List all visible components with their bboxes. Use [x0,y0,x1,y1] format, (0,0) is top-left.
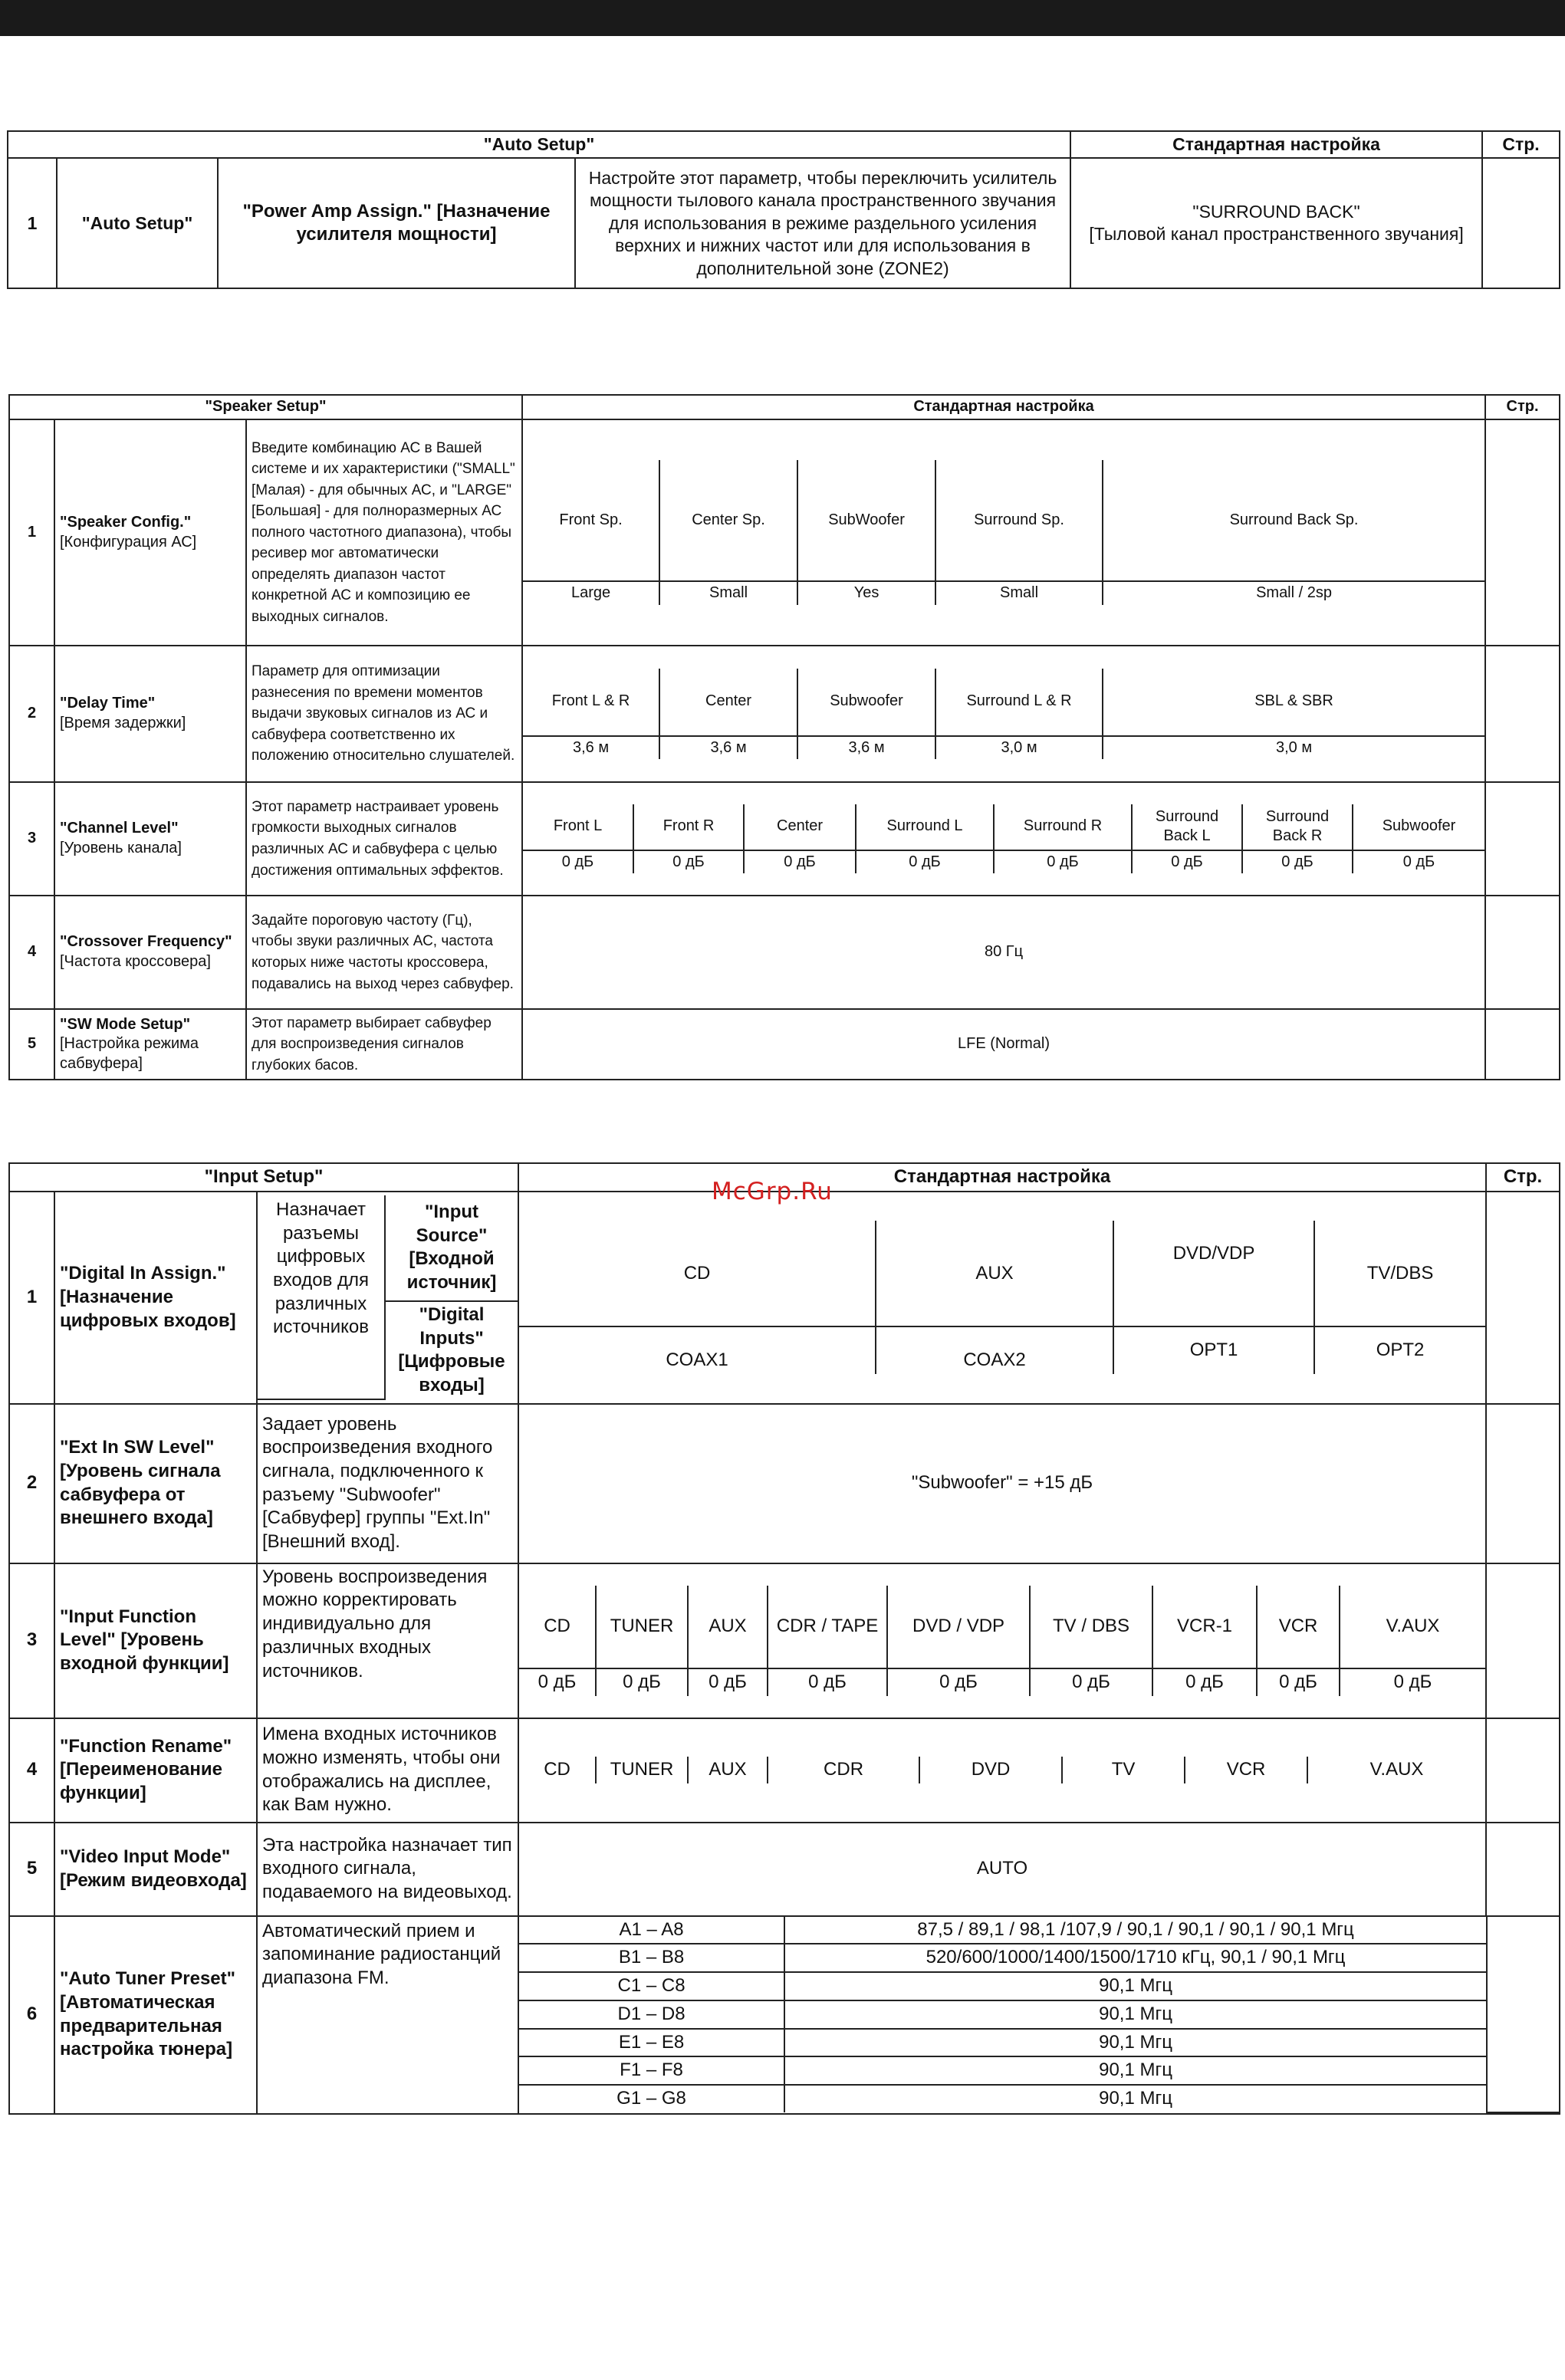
page-cell [1485,1009,1560,1080]
row-number: 4 [9,1718,54,1823]
value-cell: 0 дБ [1152,1668,1257,1696]
std-value-cell [1070,158,1482,288]
value-cell: 0 дБ [887,1668,1030,1696]
label-cell: SubWoofer [797,460,935,581]
speaker-config-grid [523,460,1484,605]
value-cell: Yes [797,581,935,605]
input-setup-table [8,1162,1560,2115]
label-cell: DVD / VDP [887,1586,1030,1668]
row-description: Параметр для оптимизации разнесения по времени моментов выдачи звуковых сигналов из АС и сабвуфера соответственно их положению относительно слушателей. [246,646,522,782]
page-header: Стр. [1486,1163,1560,1192]
watermark: McGrp.Ru [712,1178,833,1205]
preset-freq: 90,1 Мгц [784,2000,1487,2029]
row-name-ru: [Настройка режима сабвуфера] [60,1035,199,1072]
speaker-setup-title: "Speaker Setup" [9,395,522,419]
row-name: "Function Rename" [Переименование функции] [54,1718,257,1823]
row-number: 5 [9,1823,54,1916]
label-cell: VCR [1185,1757,1307,1783]
preset-freq: 90,1 Мгц [784,2029,1487,2057]
page-cell [1485,419,1560,646]
preset-freq: 90,1 Мгц [784,2056,1487,2085]
speaker-config-values [522,419,1485,646]
label-cell: Surround R [994,804,1132,850]
label-cell: Surround Back L [1132,804,1242,850]
preset-freq: 90,1 Мгц [784,1972,1487,2000]
rename-values [518,1718,1486,1823]
value-cell: 0 дБ [768,1668,887,1696]
row-name: "Auto Setup" [57,158,218,288]
label-cell: Surround Back R [1242,804,1353,850]
page-cell [1482,158,1560,288]
row-name: "Crossover Frequency" [60,933,232,951]
row-number: 3 [9,782,54,896]
label-cell: AUX [688,1757,768,1783]
input-cell: COAX2 [876,1326,1113,1374]
delay-time-grid [523,669,1484,760]
row-name-cell [54,896,246,1009]
label-cell: SBL & SBR [1103,669,1484,736]
digital-in-desc-grid [258,1195,518,1400]
page-cell [1485,646,1560,782]
value-cell: 0 дБ [994,850,1132,874]
value-cell: 0 дБ [1353,850,1484,874]
source-cell: AUX [876,1221,1113,1326]
source-cell: DVD/VDP [1113,1221,1314,1326]
page-cell [1485,782,1560,896]
top-black-bar [0,0,1565,36]
preset-range: C1 – C8 [519,1972,784,2000]
row-name-ru: [Время задержки] [60,715,186,731]
digital-in-grid [519,1221,1485,1374]
label-cell: CDR [768,1757,919,1783]
label-cell: CD [519,1586,596,1668]
label-cell: Surround L & R [935,669,1103,736]
label-cell: V.AUX [1307,1757,1485,1783]
preset-range: G1 – G8 [519,2085,784,2112]
input-cell: OPT1 [1113,1326,1314,1374]
input-cell: OPT2 [1314,1326,1485,1374]
std-setting-header: Стандартная настройка [522,395,1485,419]
value-cell: 3,0 м [1103,736,1484,760]
label-cell: TUNER [596,1586,688,1668]
row-name-ru: [Конфигурация АС] [60,533,197,551]
row-description: Введите комбинацию АС в Вашей системе и их характеристики ("SMALL" [Малая) - для обычных АС, и "LARGE" [Большая] - для полноразмерных АС полного частотного диапазона), чтобы ресивер мог автоматически определять диапазон частот конкретной АС и композицию ее выходных сигналов. [246,419,522,646]
digital-inputs-label: "Digital Inputs" [Цифровые входы] [385,1301,518,1399]
row-name-cell [54,1009,246,1080]
value-cell: Small [935,581,1103,605]
sw-mode-value: LFE (Normal) [522,1009,1485,1080]
label-cell: AUX [688,1586,768,1668]
preset-range: F1 – F8 [519,2056,784,2085]
video-input-value: AUTO [518,1823,1486,1916]
row-name: "SW Mode Setup" [60,1015,191,1033]
speaker-setup-table [8,394,1560,1080]
row-description: Автоматический прием и запоминание радиостанций диапазона FM. [257,1916,518,2114]
value-cell: 3,0 м [935,736,1103,760]
page-cell [1486,1823,1560,1916]
row-name: "Input Function Level" [Уровень входной функции] [54,1563,257,1718]
label-cell: CDR / TAPE [768,1586,887,1668]
value-cell: 0 дБ [519,1668,596,1696]
page-cell [1486,1718,1560,1823]
label-cell: Center [659,669,797,736]
row-name: "Speaker Config." [60,513,192,531]
page-header: Стр. [1485,395,1560,419]
value-cell: 0 дБ [744,850,856,874]
label-cell: Subwoofer [797,669,935,736]
auto-setup-title: "Auto Setup" [8,131,1070,158]
label-cell: Center Sp. [659,460,797,581]
row-number: 3 [9,1563,54,1718]
row-description: Уровень воспроизведения можно корректировать индивидуально для различных входных источников. [257,1563,518,1718]
label-cell: Surround Back Sp. [1103,460,1484,581]
input-source-label: "Input Source" [Входной источник] [385,1195,518,1301]
row-number: 2 [9,1404,54,1563]
label-cell: DVD [919,1757,1062,1783]
value-cell: 0 дБ [1242,850,1353,874]
label-cell: Subwoofer [1353,804,1484,850]
value-cell: 0 дБ [523,850,633,874]
label-cell: Front L [523,804,633,850]
label-cell: VCR [1257,1586,1340,1668]
input-setup-title: "Input Setup" [9,1163,518,1192]
value-cell: 0 дБ [633,850,744,874]
value-cell: Large [523,581,659,605]
rename-grid [519,1757,1485,1783]
label-cell: V.AUX [1340,1586,1485,1668]
auto-setup-table [7,130,1560,289]
row-description: Этот параметр выбирает сабвуфер для воспроизведения сигналов глубоких басов. [246,1009,522,1080]
input-level-grid [519,1586,1485,1696]
source-cell: TV/DBS [1314,1221,1485,1326]
label-cell: TV [1062,1757,1185,1783]
value-cell: 0 дБ [1132,850,1242,874]
value-cell: 3,6 м [523,736,659,760]
std-value: "SURROUND BACK" [1192,202,1360,222]
row-number: 1 [8,158,57,288]
delay-time-values [522,646,1485,782]
row-description: Задает уровень воспроизведения входного сигнала, подключенного к разъему "Subwoofer" [Сабвуфер] группы "Ext.In" [Внешний вход]. [257,1404,518,1563]
value-cell: 3,6 м [797,736,935,760]
std-value-note: [Тыловой канал пространственного звучания] [1089,224,1464,245]
row-name: "Digital In Assign." [Назначение цифровых входов] [54,1192,257,1404]
value-cell: Small [659,581,797,605]
row-description: Эта настройка назначает тип входного сигнала, подаваемого на видеовыход. [257,1823,518,1916]
label-cell: VCR-1 [1152,1586,1257,1668]
preset-range: E1 – E8 [519,2029,784,2057]
row-name: "Channel Level" [60,820,179,837]
label-cell: Surround Sp. [935,460,1103,581]
page-cell [1487,1917,1559,2112]
source-cell: CD [519,1221,876,1326]
row-description: Настройте этот параметр, чтобы переключить усилитель мощности тылового канала пространственного звучания для использования в режиме раздельного усиления верхних и нижних частот или для использования в дополнительной зоне (ZONE2) [575,158,1070,288]
value-cell: 0 дБ [1340,1668,1485,1696]
label-cell: TV / DBS [1030,1586,1152,1668]
channel-level-grid [523,804,1484,874]
std-setting-header: Стандартная настройка [518,1163,1486,1192]
page-header: Стр. [1482,131,1560,158]
page-cell [1485,896,1560,1009]
value-cell: 0 дБ [1030,1668,1152,1696]
preset-freq: 90,1 Мгц [784,2085,1487,2112]
row-description: Этот параметр настраивает уровень громкости выходных сигналов различных АС и сабвуфера с целью достижения оптимальных эффектов. [246,782,522,896]
row-number: 2 [9,646,54,782]
row-number: 1 [9,419,54,646]
crossover-value: 80 Гц [522,896,1485,1009]
row-description: Задайте пороговую частоту (Гц), чтобы звуки различных АС, частота которых ниже частоты кроссовера, подавались на выход через сабвуфер. [246,896,522,1009]
row-param: "Power Amp Assign." [Назначение усилителя мощности] [218,158,575,288]
row-name-ru: [Частота кроссовера] [60,953,211,970]
row-name-cell [54,419,246,646]
value-cell: 0 дБ [856,850,994,874]
page-cell [1486,1192,1560,1404]
row-name-cell [54,782,246,896]
input-level-values [518,1563,1486,1718]
page-cell [1486,1563,1560,1718]
row-number: 6 [9,1916,54,2114]
tuner-preset-values [518,1916,1560,2114]
row-description: Имена входных источников можно изменять, чтобы они отображались на дисплее, как Вам нужно. [257,1718,518,1823]
page-cell [1486,1404,1560,1563]
row-name-ru: [Уровень канала] [60,840,182,856]
row-number: 5 [9,1009,54,1080]
preset-freq: 87,5 / 89,1 / 98,1 /107,9 / 90,1 / 90,1 / 90,1 / 90,1 Мгц [784,1917,1487,1944]
preset-range: D1 – D8 [519,2000,784,2029]
preset-range: B1 – B8 [519,1944,784,1972]
row-description: Назначает разъемы цифровых входов для различных источников [258,1195,385,1399]
value-cell: 0 дБ [688,1668,768,1696]
label-cell: Front L & R [523,669,659,736]
label-cell: Surround L [856,804,994,850]
digital-in-values [518,1192,1486,1404]
row-name: "Auto Tuner Preset" [Автоматическая предварительная настройка тюнера] [54,1916,257,2114]
label-cell: Center [744,804,856,850]
preset-range: A1 – A8 [519,1917,784,1944]
label-cell: Front Sp. [523,460,659,581]
std-setting-header: Стандартная настройка [1070,131,1482,158]
value-cell: 3,6 м [659,736,797,760]
value-cell: Small / 2sp [1103,581,1484,605]
preset-freq: 520/600/1000/1400/1500/1710 кГц, 90,1 / 90,1 Мгц [784,1944,1487,1972]
digital-in-desc-cell [257,1192,518,1404]
row-name: "Video Input Mode" [Режим видеовхода] [54,1823,257,1916]
label-cell: CD [519,1757,596,1783]
label-cell: Front R [633,804,744,850]
row-number: 4 [9,896,54,1009]
ext-in-sw-value: "Subwoofer" = +15 дБ [518,1404,1486,1563]
row-name: "Ext In SW Level" [Уровень сигнала сабвуфера от внешнего входа] [54,1404,257,1563]
value-cell: 0 дБ [596,1668,688,1696]
row-number: 1 [9,1192,54,1404]
label-cell: TUNER [596,1757,688,1783]
row-name: "Delay Time" [60,695,156,712]
channel-level-values [522,782,1485,896]
input-cell: COAX1 [519,1326,876,1374]
tuner-preset-grid [519,1917,1559,2113]
value-cell: 0 дБ [1257,1668,1340,1696]
row-name-cell [54,646,246,782]
